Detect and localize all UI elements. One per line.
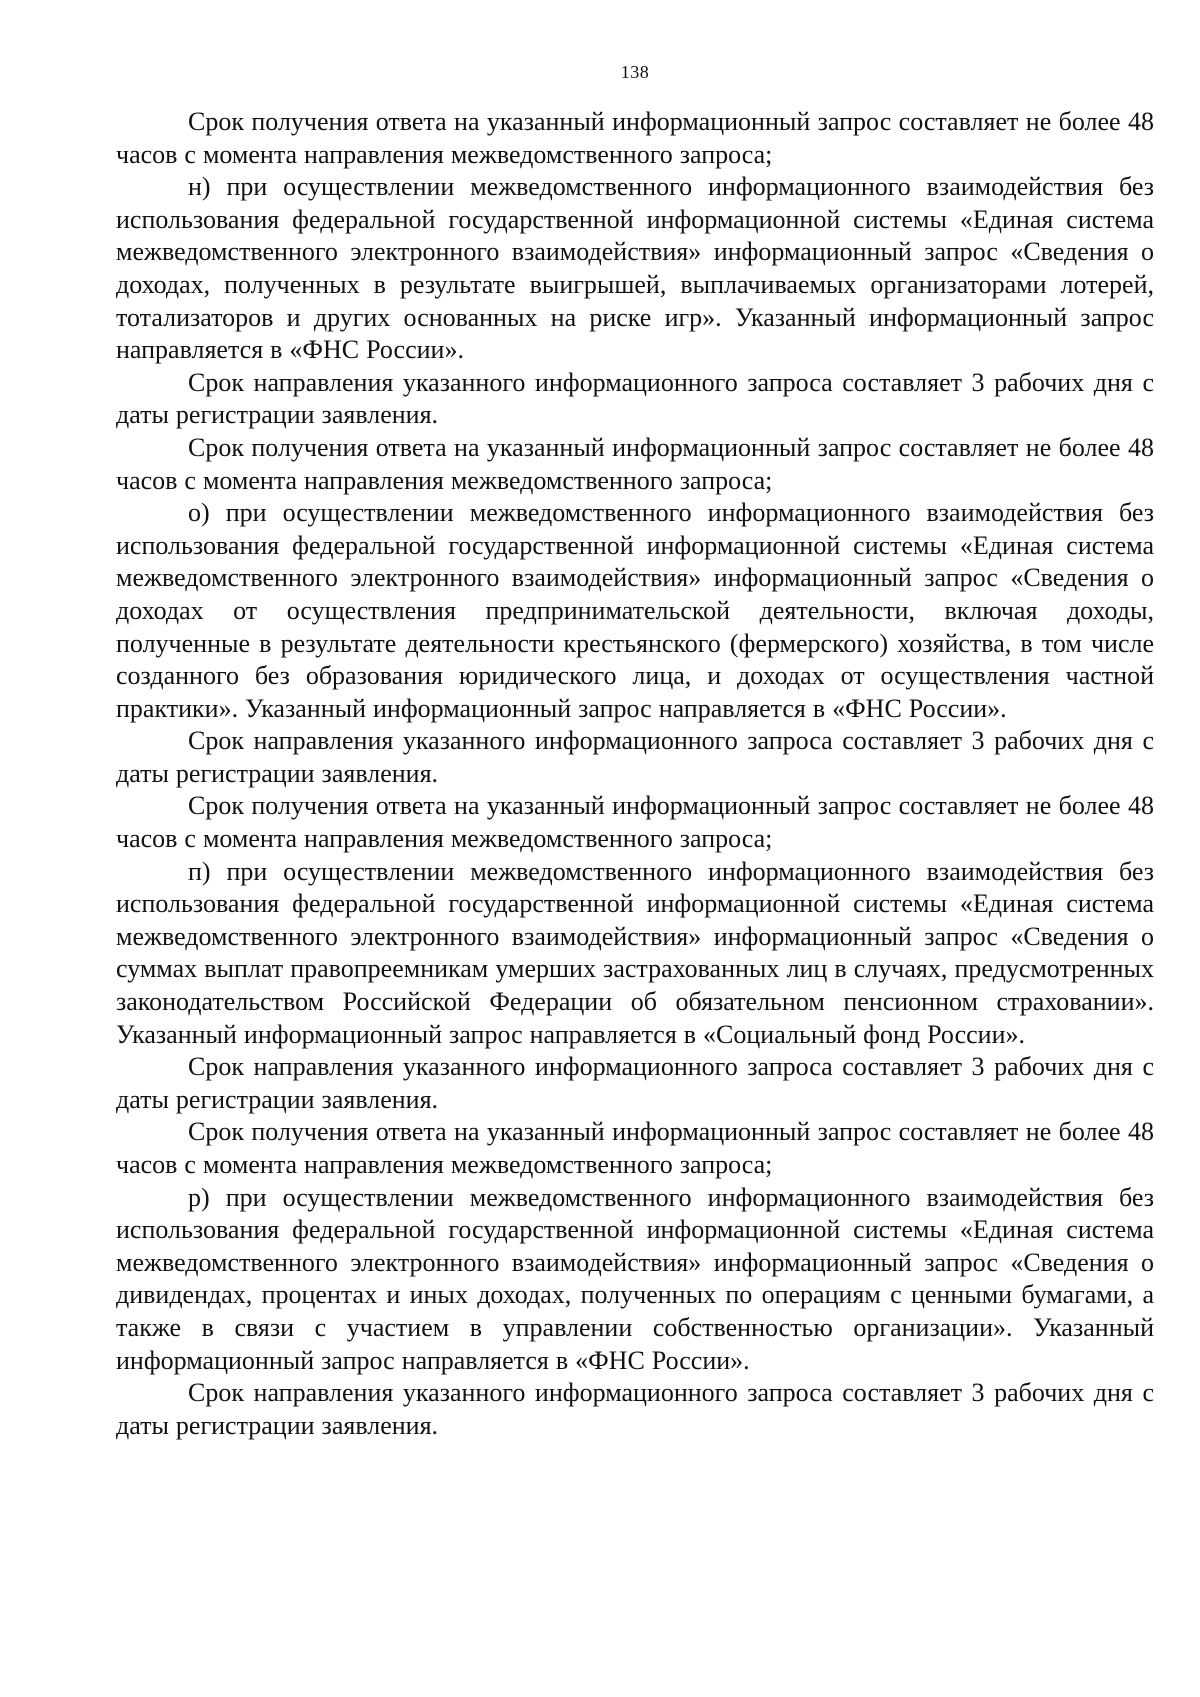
document-page	[116, 60, 1154, 1442]
paragraph-send-term-2: Срок направления указанного информационного запроса составляет 3 рабочих дня с даты регистрации заявления.	[116, 726, 1154, 788]
paragraph-response-term-4: Срок получения ответа на указанный информационный запрос составляет не более 48 часов с момента направления межведомственного запроса;	[116, 1117, 1154, 1179]
page-number: 138	[620, 62, 650, 82]
paragraph-send-term-3: Срок направления указанного информационного запроса составляет 3 рабочих дня с даты регистрации заявления.	[116, 1052, 1154, 1114]
paragraph-response-term-2: Срок получения ответа на указанный информационный запрос составляет не более 48 часов с момента направления межведомственного запроса;	[116, 432, 1154, 495]
paragraph-response-term-1: Срок получения ответа на указанный информационный запрос составляет не более 48 часов с момента направления межведомственного запроса;	[116, 107, 1154, 169]
paragraph-item-r: р) при осуществлении межведомственного информационного взаимодействия без использования федеральной государственной информационной системы «Единая система межведомственного электронного взаимодействия» информационный запрос «Сведения о дивидендах, процентах и иных доходах, полученных по операциям с ценными бумагами, а также в связи с участием в управлении собственностью организации». Указанный информационный запрос направляется в «ФНС России».	[116, 1182, 1154, 1375]
paragraph-send-term-4: Срок направления указанного информационного запроса составляет 3 рабочих дня с даты регистрации заявления.	[116, 1378, 1154, 1440]
paragraph-item-o: о) при осуществлении межведомственного информационного взаимодействия без использования федеральной государственной информационной системы «Единая система межведомственного электронного взаимодействия» информационный запрос «Сведения о доходах от осуществления предпринимательской деятельности, включая доходы, полученные в результате деятельности крестьянского (фермерского) хозяйства, в том числе созданного без образования юридического лица, и доходах от осуществления частной практики». Указанный информационный запрос направляется в «ФНС России».	[116, 498, 1154, 723]
paragraph-response-term-3: Срок получения ответа на указанный информационный запрос составляет не более 48 часов с момента направления межведомственного запроса;	[116, 791, 1154, 854]
paragraph-item-p: п) при осуществлении межведомственного информационного взаимодействия без использования федеральной государственной информационной системы «Единая система межведомственного электронного взаимодействия» информационный запрос «Сведения о суммах выплат правопреемникам умерших застрахованных лиц в случаях, предусмотренных законодательством Российской Федерации об обязательном пенсионном страховании». Указанный информационный запрос направляется в «Социальный фонд России».	[116, 856, 1154, 1049]
paragraph-send-term-1: Срок направления указанного информационного запроса составляет 3 рабочих дня с даты регистрации заявления.	[116, 367, 1154, 430]
paragraph-item-n: н) при осуществлении межведомственного информационного взаимодействия без использования федеральной государственной информационной системы «Единая система межведомственного электронного взаимодействия» информационный запрос «Сведения о доходах, полученных в результате выигрышей, выплачиваемых организаторами лотерей, тотализаторов и других основанных на риске игр». Указанный информационный запрос направляется в «ФНС России».	[116, 172, 1154, 365]
